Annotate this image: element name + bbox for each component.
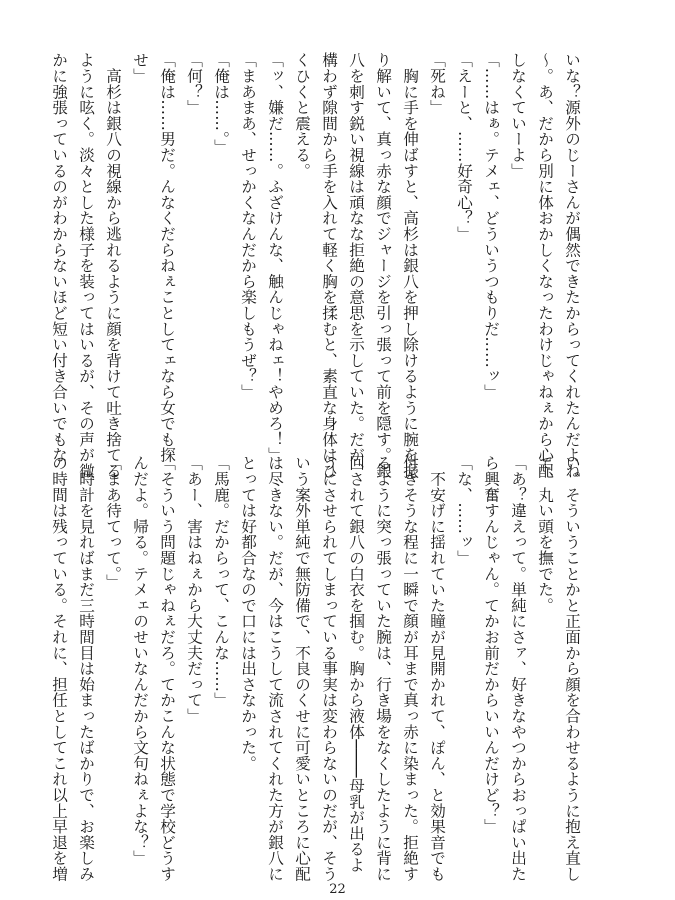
upper-text-block — [50, 52, 585, 479]
text-line: いう案外単純で無防備で、不良のくせに可愛いところに心配 — [293, 455, 311, 882]
text-line: 「あー、害はねぇから大丈夫だって」 — [185, 455, 203, 724]
text-line: せ」 — [131, 52, 149, 84]
text-line: 不安げに揺れていた瞳が見開かれて、ぽん、と効果音でも — [428, 455, 446, 882]
text-line: 時計を見ればまだ三時間目は始まったばかりで、お楽しみ — [77, 455, 95, 882]
text-line: しなくていーよ」 — [509, 52, 527, 179]
text-line: 「何？」 — [185, 52, 203, 116]
text-line: 「そういう問題じゃねぇだろ。てかこんな状態で学校どうす — [158, 455, 176, 882]
text-line: とっては好都合なので口には出さなかった。 — [239, 455, 257, 771]
text-line: ように呟く。淡々とした様子を装ってはいるが、その声が微 — [77, 52, 95, 479]
text-line: いな？源外のじーさんが偶然できたからってくれたんだよね — [563, 52, 581, 479]
text-line: の時間は残っている。それに、担任としてこれ以上早退を増 — [50, 455, 68, 882]
text-line: 「……はぁ。テメェ、どういうつもりだ……ッ」 — [482, 52, 500, 400]
text-line: 「死ね」 — [428, 52, 446, 116]
text-line: 「あ？違えって。単純にさァ、好きなやつからおっぱい出た — [509, 455, 527, 882]
text-line: んだよ。帰る。テメェのせいなんだから文句ねぇよな？」 — [131, 455, 149, 866]
text-line: い。そういうことかと正面から顔を合わせるように抱え直し — [563, 455, 581, 882]
text-line: 「まあ待てって。」 — [104, 455, 122, 590]
text-line: 「馬鹿。だからって、こんな……」 — [212, 455, 230, 708]
text-line: 「ッ、嫌だ……。ふざけんな、触んじゃねェ！やめろ！」 — [266, 52, 284, 463]
text-line: 「まあまあ、せっかくなんだから楽しもうぜ？」 — [239, 52, 257, 400]
text-line: て、丸い頭を撫でた。 — [536, 455, 554, 613]
text-line: くひくと震える。 — [293, 52, 311, 179]
text-line: 「俺は……男だ。んなくだらねぇことしてェなら女でも探 — [158, 52, 176, 463]
lower-text-block — [50, 455, 585, 882]
text-line: 付きそうな程に一瞬で顔が耳まで真っ赤に染まった。拒絶す — [401, 455, 419, 882]
text-line: 構わず隙間から手を入れて軽く胸を揉むと、素直な身体はひ — [320, 52, 338, 479]
text-line: かに強張っているのがわからないほど短い付き合いでもな — [50, 52, 68, 463]
text-line: うにさせられてしまっている事実は変わらないのだが、そう — [320, 455, 338, 882]
text-line: 胸に手を伸ばすと、高杉は銀八を押し除けるように腕を振 — [401, 52, 419, 479]
text-line: は尽きない。だが、今はこうして流されてくれた方が銀八に — [266, 455, 284, 882]
page-number: 22 — [329, 882, 346, 897]
text-line: 八を刺す鋭い視線は頑なな拒絶の意思を示していた。だが、 — [347, 52, 365, 479]
text-line: 「俺は……。」 — [212, 52, 230, 155]
text-line: 回されて銀八の白衣を掴む。胸から液体────母乳が出るよ — [347, 455, 365, 873]
text-line: 高杉は銀八の視線から逃れるように顔を背けて吐き捨てる — [104, 52, 122, 479]
text-line: り解いて、真っ赤な顔でジャージを引っ張って前を隠す。銀 — [374, 52, 392, 479]
text-line: るように突っ張っていた腕は、行き場をなくしたように背に — [374, 455, 392, 882]
text-line: 「な、……ッ」 — [455, 455, 473, 566]
text-line: 〜。あ、だから別に体おかしくなったわけじゃねぇから心配 — [536, 52, 554, 479]
text-line: ら興奮すんじゃん。てかお前だからいいんだけど？」 — [482, 455, 500, 835]
text-line: 「えーと、……好奇心？」 — [455, 52, 473, 242]
